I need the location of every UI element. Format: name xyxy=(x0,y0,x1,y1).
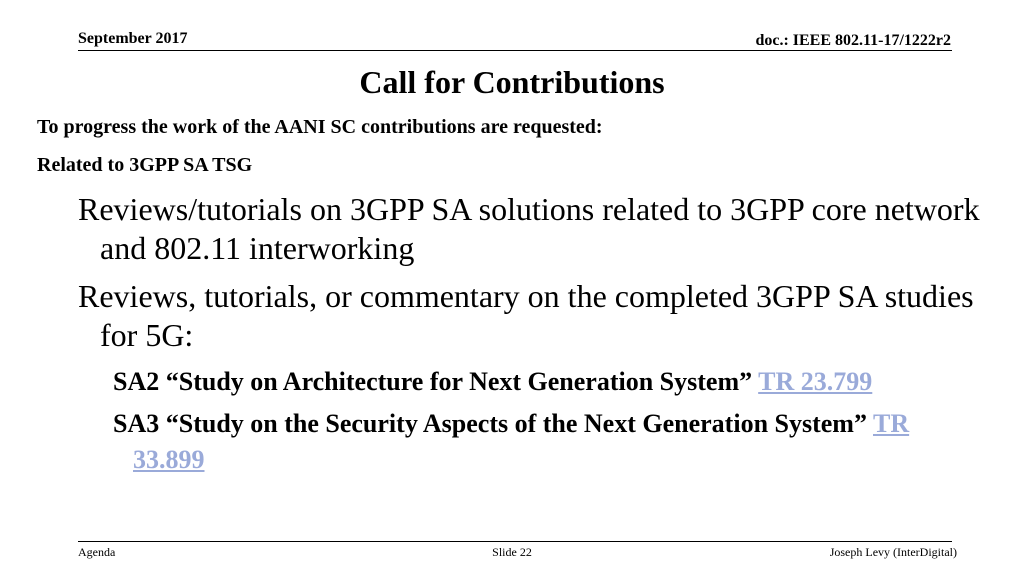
bullet-list xyxy=(0,190,1024,484)
section-heading: Related to 3GPP SA TSG xyxy=(37,154,253,176)
slide-title: Call for Contributions xyxy=(359,64,665,100)
header-date: September 2017 xyxy=(78,30,188,47)
header-divider xyxy=(78,50,952,51)
sub-bullet-text: SA2 “Study on Architecture for Next Generation System” xyxy=(113,367,759,396)
footer-divider xyxy=(78,541,952,542)
bullet-item: Reviews, tutorials, or commentary on the completed 3GPP SA studies for 5G: xyxy=(78,278,974,353)
tr-33899-link[interactable]: TR 33.899 xyxy=(133,409,910,474)
footer-slide-number: Slide 22 xyxy=(492,545,532,559)
footer-author: Joseph Levy (InterDigital) xyxy=(829,545,957,559)
header-doc-id: doc.: IEEE 802.11-17/1222r2 xyxy=(755,32,951,49)
sub-bullet-item xyxy=(113,406,953,478)
bullet-item: Reviews/tutorials on 3GPP SA solutions related to 3GPP core network and 802.11 interworking xyxy=(78,191,980,266)
sub-bullet-item xyxy=(113,364,953,400)
footer-left: Agenda xyxy=(78,545,116,559)
intro-text: To progress the work of the AANI SC contributions are requested: xyxy=(37,116,603,138)
sub-bullet-text: SA3 “Study on the Security Aspects of the Next Generation System” xyxy=(113,409,873,438)
tr-23799-link[interactable]: TR 23.799 xyxy=(758,367,873,396)
